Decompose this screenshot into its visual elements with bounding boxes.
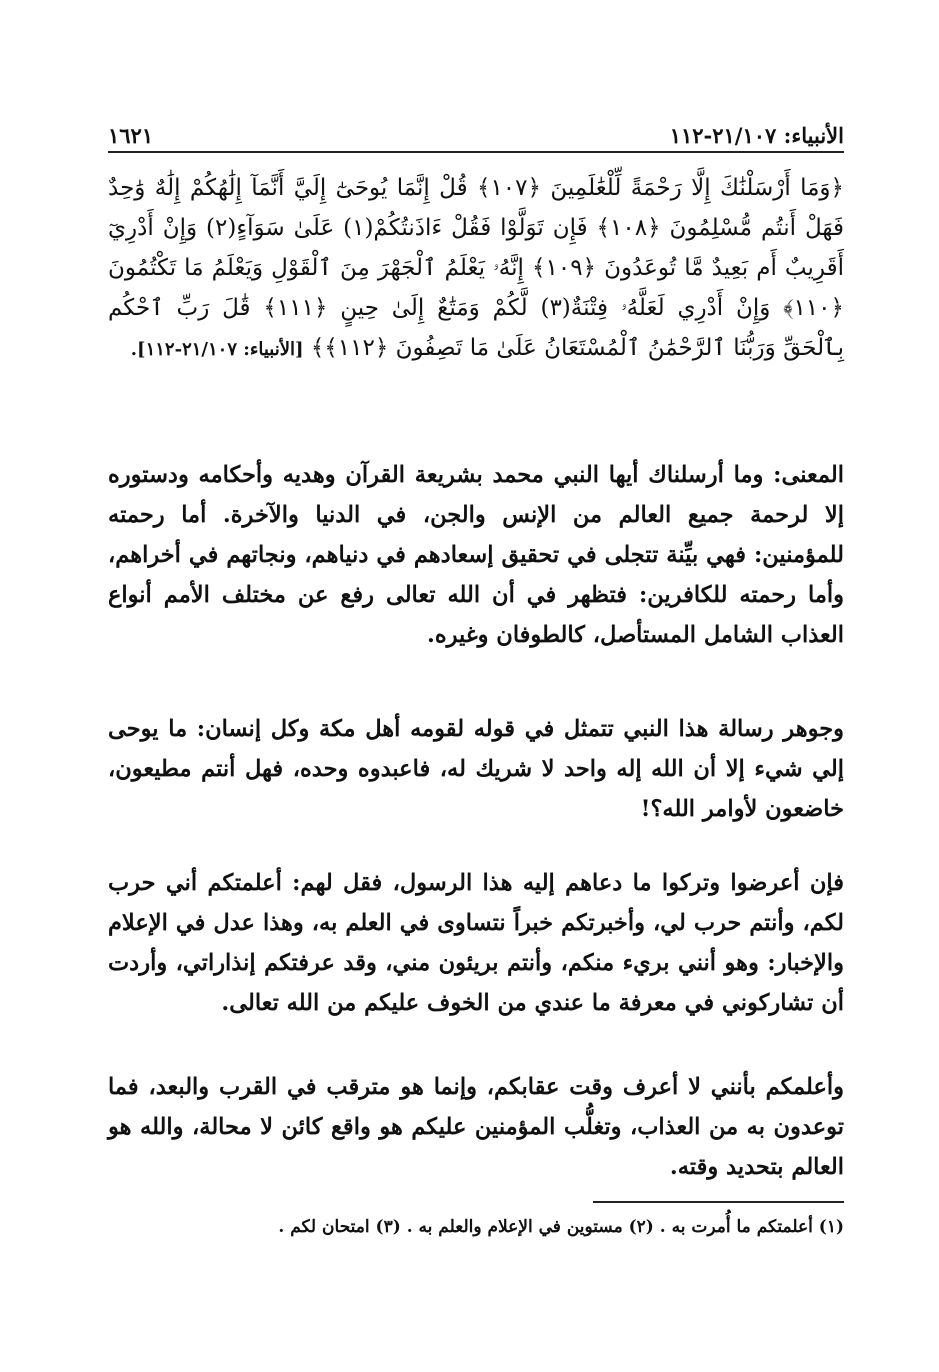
paragraph-essence: وجوهر رسالة هذا النبي تتمثل في قوله لقومه أهل مكة وكل إنسان: ما يوحى إلي شيء إلا أن الله إله واحد لا شريك له، فاعبدوه وحده، فهل أنتم مطيعون، خاضعون لأوامر الله؟! xyxy=(108,715,844,822)
verses-text: ﴿وَمَا أَرْسَلْنَٰكَ إِلَّا رَحْمَةً لِّلْعَٰلَمِينَ ﴿١٠٧﴾ قُلْ إِنَّمَا يُوحَىٰٓ إِلَيَّ أَنَّمَآ إِلَٰهُكُمْ إِلَٰهٌ وَٰحِدٌ فَهَلْ أَنتُم مُّسْلِمُونَ ﴿١٠٨﴾ فَإِن تَوَلَّوْا فَقُلْ ءَاذَنتُكُمْ(١) عَلَىٰ سَوَآءٍ(٢) وَإِنْ أَدْرِيٓ أَقَرِيبٌ أَم بَعِيدٌ مَّا تُوعَدُونَ ﴿١٠٩﴾ إِنَّهُۥ يَعْلَمُ ٱلْجَهْرَ مِنَ ٱلْقَوْلِ وَيَعْلَمُ مَا تَكْتُمُونَ ﴿١١٠﴾ وَإِنْ أَدْرِي لَعَلَّهُۥ فِتْنَةٌ(٣) لَّكُمْ وَمَتَٰعٌ إِلَىٰ حِينٍ ﴿١١١﴾ قَٰلَ رَبِّ ٱحْكُم بِٱلْحَقِّ وَرَبُّنَا ٱلرَّحْمَٰنُ ٱلْمُسْتَعَانُ عَلَىٰ مَا تَصِفُونَ ﴿١١٢﴾﴾ xyxy=(108,175,844,361)
verses-reference: [الأنبياء: ٢١/١٠٧-١١٢]. xyxy=(130,339,304,360)
footnotes: (١) أعلمتكم ما أُمرت به . (٢) مستوين في الإعلام والعلم به . (٣) امتحان لكم . xyxy=(278,1217,844,1237)
paragraph-punishment-time: وأعلمكم بأنني لا أعرف وقت عقابكم، وإنما هو مترقب في القرب والبعد، فما توعدون به من العذاب، وتغلُّب المؤمنين عليكم هو واقع كائن لا محالة، والله هو العالم بتحديد وقته. xyxy=(108,1073,844,1180)
running-head: الأنبياء: ٢١/١٠٧-١١٢ xyxy=(669,123,844,148)
paragraph-turning-away: فإن أعرضوا وتركوا ما دعاهم إليه هذا الرسول، فقل لهم: أعلمتكم أني حرب لكم، وأنتم حرب لي، وأخبرتكم خبراً نتساوى في العلم به، وهذا عدل في الإعلام والإخبار: وهو أنني بريء منكم، وأنتم بريئون مني، وقد عرفتكم إنذاراتي، وأردت أن تشاركوني في معرفة ما عندي من الخوف عليكم من الله تعالى. xyxy=(108,869,844,1016)
quran-verses xyxy=(108,168,844,370)
page-number: ١٦٢١ xyxy=(108,123,154,148)
header-rule xyxy=(108,151,844,153)
footnote-rule xyxy=(593,1201,844,1203)
paragraph-meaning: المعنى: وما أرسلناك أيها النبي محمد بشريعة القرآن وهديه وأحكامه ودستوره إلا لرحمة جميع العالم من الإنس والجن، في الدنيا والآخرة. أما رحمته للمؤمنين: فهي بيِّنة تتجلى في تحقيق إسعادهم في دنياهم، ونجاتهم في أخراهم، وأما رحمته للكافرين: فتظهر في أن الله تعالى رفع عن مختلف الأمم أنواع العذاب الشامل المستأصل، كالطوفان وغيره. xyxy=(108,461,844,648)
page-header xyxy=(108,108,844,148)
